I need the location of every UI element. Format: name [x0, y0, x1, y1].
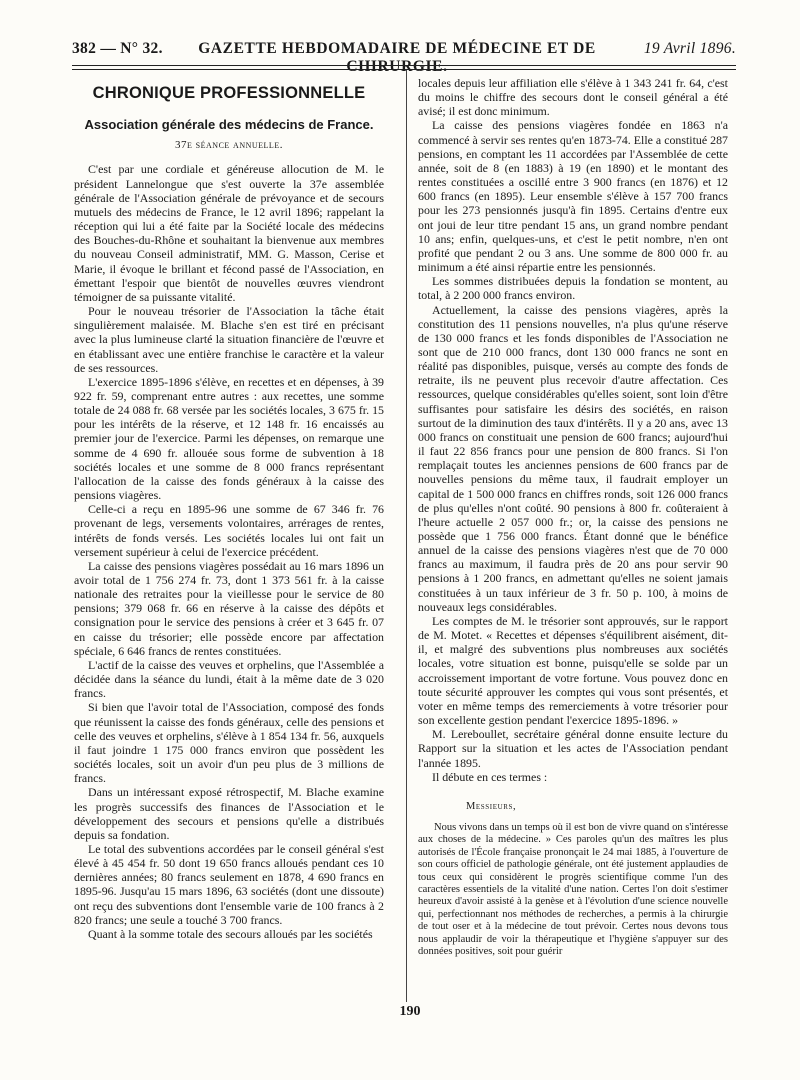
paragraph: Quant à la somme totale des secours alloués par les sociétés [88, 926, 373, 941]
paragraph: L'exercice 1895-1896 s'élève, en recettes et en dépenses, à 39 922 fr. 59, comprenant entre autres : aux recettes, une somme totale de 24 088 fr. 68 versée par les sociétés locales, 3 675 fr. 15 pour les intérêts de la réserve, et 12 148 fr. 16 encaissés au premier jour de l'exercice. Parmi les dépenses, on remarque une somme de 4 690 fr. allouée sous forme de subvention à 18 sociétés locales et une somme de 8 000 francs représentant l'allocation de la caisse des fonds généraux à la caisse des pensions viagères. [74, 374, 384, 503]
running-head [72, 40, 736, 75]
column-divider [406, 70, 407, 1002]
session-line: 37e séance annuelle. [175, 139, 283, 152]
report-quote: Nous vivons dans un temps où il est bon de vivre quand on s'intéresse aux choses de la médecine. » Ces paroles qu'un des maîtres les plus autorisés de l'École française prononçait le 24 mai 1885, à l'ouverture de son cours officiel de pathologie générale, ont été justement applaudies de tous ceux qui considèrent le progrès scientifique comme l'un des caractères essentiels de la vitalité d'une nation. Certes l'on doit s'estimer heureux d'avoir assisté à la genèse et à l'évolution d'une science nouvelle qui, perfectionnant nos méthodes de recherches, a permis à la chirurgie de tout oser et à la médecine de tout prévoir. Certes nous devons tous nous applaudir de voir la thérapeutique et l'hygiène s'appuyer sur des données positives, soit pour guérir [418, 821, 728, 958]
section-heading: CHRONIQUE PROFESSIONNELLE [92, 84, 366, 102]
paragraph: M. Lereboullet, secrétaire général donne ensuite lecture du Rapport sur la situation et les actes de l'Association pendant l'année 1895. [418, 727, 728, 770]
journal-title: GAZETTE HEBDOMADAIRE DE MÉDECINE ET DE CHIRURGIE. [198, 40, 596, 75]
page-folio: 190 [399, 1004, 421, 1019]
page-issue-number: 382 — N° 32. [72, 40, 163, 57]
paragraph: La caisse des pensions viagères possédait au 16 mars 1896 un avoir total de 1 756 274 fr. 73, dont 1 373 561 fr. à la caisse nationale des retraites pour la vieillesse pour le service de 80 pensions; 379 068 fr. 66 en réserve à la caisse des dépôts et consignation pour le service des pensions à créer et 3 645 fr. 07 en caisse du trésorier; elle possède encore par affectation spéciale, 6 646 francs de rentes constituées. [74, 558, 384, 658]
paragraph: Le total des subventions accordées par le conseil général s'est élevé à 45 454 fr. 50 dont 19 650 francs alloués pendant ces 10 dernières années; 80 francs seulement en 1878, 4 690 francs en 1895-96. Jusqu'au 15 mars 1896, 63 sociétés (dont une dissoute) ont reçu des subventions dont l'ensemble varie de 100 francs à 2 820 francs; une seule a touché 3 700 francs. [74, 841, 384, 927]
paragraph: Dans un intéressant exposé rétrospectif, M. Blache examine les progrès successifs des finances de l'Association et le développement des secours et pensions qu'elle a distribués depuis sa fondation. [74, 785, 384, 842]
paragraph: Les sommes distribuées depuis la fondation se montent, au total, à 2 200 000 francs environ. [418, 274, 728, 303]
paragraph: Pour le nouveau trésorier de l'Association la tâche était singulièrement malaisée. M. Blache s'en est tiré en précisant avec la plus lumineuse clarté la situation financière de l'œuvre et en établissant avec une entière franchise le caractère et la valeur de ses ressources. [74, 304, 384, 375]
paragraph: Les comptes de M. le trésorier sont approuvés, sur le rapport de M. Motet. « Recettes et dépenses s'équilibrent aisément, dit-il, et malgré des subventions plus nombreuses aux sociétés locales, votre situation est bonne, puisqu'elle se solde par un accroissement important de votre fortune. Vous pouvez donc en toute sécurité approuver les comptes qui vous sont présentés, et voter en même temps des remerciements à votre trésorier pour son excellente gestion pendant l'exercice 1895-1896. » [418, 613, 728, 728]
paragraph: C'est par une cordiale et généreuse allocution de M. le président Lannelongue que s'est ouverte la 37e assemblée générale de l'Association générale de prévoyance et de secours mutuels des médecins de France, le 12 avril 1896; rappelant la réception qui lui a été faite par la Société locale des médecins des Bouches-du-Rhône et souhaitant la bienvenue aux membres du nouveau Conseil administratif, MM. G. Masson, Cerise et Marie, il évoque le brillant et fécond passé de l'Association, en émettant l'espoir que bientôt de nouvelles œuvres viendront témoigner de sa puissante vitalité. [74, 162, 384, 304]
right-column [418, 76, 728, 958]
paragraph: Il débute en ces termes : [432, 769, 548, 784]
quote-salutation: Messieurs, [466, 800, 517, 812]
paragraph: Actuellement, la caisse des pensions viagères, après la constitution des 11 pensions nouvelles, n'a plus qu'une réserve de 130 000 francs et les fonds disponibles de l'Association ne sont que de 210 000 francs, dont 130 000 francs ne sont en réalité pas disponibles, puisque, versés au compte des fonds de retraite, ils ne peuvent plus recevoir d'autre affectation. Ces ressources, quelque considérables qu'elles soient, sont loin d'être suffisantes pour satisfaire les désirs des sociétés, en raison surtout de la diminution des taux d'intérêts. Il y a 20 ans, avec 13 000 francs on constituait une pension de 600 francs; aujourd'hui il faut 22 856 francs pour une pension de 800 francs. Si l'on remplaçait toutes les anciennes pensions de 600 francs par de nouvelles pensions du même taux, il faudrait employer un capital de 1 500 000 francs en chiffres ronds, soit 126 000 francs de plus qu'elles n'ont coûté. 90 pensions à 800 fr. coûteraient à l'heure actuelle 2 057 000 fr.; or, la caisse des pensions ne possède que 1 756 000 francs. Étant donné que le bénéfice annuel de la caisse des pensions viagères n'est que de 70 000 francs au maximum, il faudra près de 20 ans pour servir 90 pensions à 1 200 francs, en admettant qu'elles ne soient jamais constituées à un taux inférieur de 3 fr. 50 p. 100, à moins de nouveaux legs considérables. [418, 302, 728, 614]
left-column [74, 76, 384, 941]
issue-date: 19 Avril 1896. [643, 40, 736, 57]
paragraph: Celle-ci a reçu en 1895-96 une somme de 67 346 fr. 76 provenant de legs, versements volontaires, arrérages de rentes, intérêts de fonds versés. Les sociétés locales lui ont fait un versement supérieur à celui de l'exercice précédent. [74, 502, 384, 559]
paragraph: Si bien que l'avoir total de l'Association, composé des fonds que réunissent la caisse des fonds généraux, celle des pensions et celle des veuves et orphelins, s'élève à 1 854 134 fr. 56, auxquels il faut joindre 1 175 000 francs environ que possèdent les sociétés locales, soit un avoir d'un peu plus de 3 millions de francs. [74, 700, 384, 786]
paragraph: L'actif de la caisse des veuves et orphelins, que l'Assemblée a décidée dans la séance du lundi, était à la même date de 3 020 francs. [74, 657, 384, 701]
paragraph: locales depuis leur affiliation elle s'élève à 1 343 241 fr. 64, c'est du moins le chiffre des secours dont le conseil général a été avisé; il est donc minimum. [418, 76, 728, 119]
article-title: Association générale des médecins de France. [84, 117, 374, 133]
paragraph: La caisse des pensions viagères fondée en 1863 n'a commencé à servir ses rentes qu'en 1873-74. Elle a constitué 287 pensions, en comptant les 11 accordées par l'Assemblée de cette année, soit de 8 (en 1883) à 19 (en 1890) et le montant des rentes constituées a oscillé entre 3 900 francs (en 1876) et 12 600 francs (en 1895). Leur ensemble s'élève à 157 700 francs pour les 273 pensionnés jusqu'à fin 1895. Certains d'entre eux ont joui de leur titre pendant 15 ans, un grand nombre pendant 10 ans; enfin, quelques-uns, et c'est le petit nombre, n'en ont profité que pendant 2 ou 3 ans. Une somme de 800 000 fr. au minimum a été ainsi répartie entre les pensionnés. [418, 118, 728, 275]
header-rule [72, 65, 736, 70]
